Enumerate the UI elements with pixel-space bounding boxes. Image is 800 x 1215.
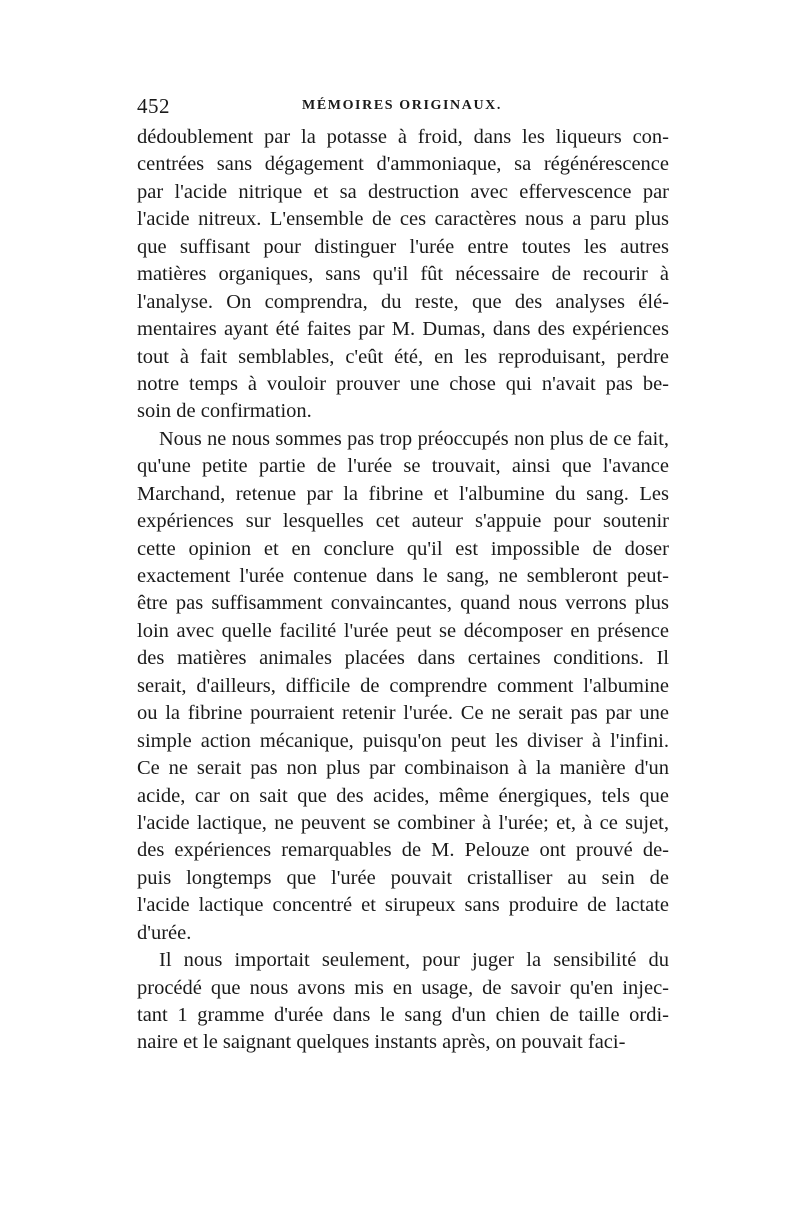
text-line: tant 1 gramme d'urée dans le sang d'un chien de taille ordi- bbox=[137, 1004, 669, 1026]
text-line: expériences sur lesquelles cet auteur s'appuie pour soutenir bbox=[137, 510, 669, 533]
text-line: tout à fait semblables, c'eût été, en les reproduisant, perdre bbox=[137, 345, 669, 368]
text-line: qu'une petite partie de l'urée se trouvait, ainsi que l'avance bbox=[137, 455, 669, 478]
paragraph-1 bbox=[137, 124, 669, 426]
text-line: puis longtemps que l'urée pouvait cristalliser au sein de bbox=[137, 866, 669, 889]
running-head: MÉMOIRES ORIGINAUX. bbox=[302, 98, 502, 113]
text-line: dédoublement par la potasse à froid, dans les liqueurs con- bbox=[137, 126, 669, 148]
text-line: l'analyse. On comprendra, du reste, que des analyses élé- bbox=[137, 290, 669, 313]
text-line: loin avec quelle facilité l'urée peut se décomposer en présence bbox=[137, 619, 669, 642]
text-line: centrées sans dégagement d'ammoniaque, sa régénérescence bbox=[137, 153, 669, 176]
text-line: Nous ne nous sommes pas trop préoccupés non plus de ce fait, bbox=[159, 427, 669, 450]
text-line: serait, d'ailleurs, difficile de comprendre comment l'albumine bbox=[137, 674, 669, 697]
text-line: naire et le saignant quelques instants après, on pouvait faci- bbox=[137, 1031, 626, 1054]
text-line: exactement l'urée contenue dans le sang, ne sembleront peut- bbox=[137, 565, 669, 587]
page-number: 452 bbox=[137, 94, 170, 118]
text-line: procédé que nous avons mis en usage, de savoir qu'en injec- bbox=[137, 976, 669, 999]
text-line: notre temps à vouloir prouver une chose qui n'avait pas be- bbox=[137, 372, 669, 395]
text-line: être pas suffisamment convaincantes, quand nous verrons plus bbox=[137, 592, 669, 615]
text-line: par l'acide nitrique et sa destruction avec effervescence par bbox=[137, 180, 669, 203]
paragraph-2 bbox=[137, 426, 669, 947]
text-line: ou la fibrine pourraient retenir l'urée. Ce ne serait pas par une bbox=[137, 702, 669, 725]
text-line: l'acide lactique concentré et sirupeux sans produire de lactate bbox=[137, 894, 669, 917]
text-line: des matières animales placées dans certaines conditions. Il bbox=[137, 647, 669, 670]
text-line: acide, car on sait que des acides, même énergiques, tels que bbox=[137, 784, 669, 807]
text-line: Il nous importait seulement, pour juger la sensibilité du bbox=[159, 949, 669, 972]
text-line: Marchand, retenue par la fibrine et l'albumine du sang. Les bbox=[137, 482, 669, 505]
text-line: Ce ne serait pas non plus par combinaison à la manière d'un bbox=[137, 757, 669, 780]
text-line: cette opinion et en conclure qu'il est impossible de doser bbox=[137, 537, 669, 560]
body-text bbox=[137, 124, 669, 1057]
text-line: l'acide nitreux. L'ensemble de ces caractères nous a paru plus bbox=[137, 208, 669, 231]
page-header bbox=[137, 94, 669, 124]
text-line: l'acide lactique, ne peuvent se combiner à l'urée; et, à ce sujet, bbox=[137, 811, 669, 834]
text-line: mentaires ayant été faites par M. Dumas, dans des expériences bbox=[137, 318, 669, 341]
text-line: matières organiques, sans qu'il fût nécessaire de recourir à bbox=[137, 263, 669, 286]
text-line: d'urée. bbox=[137, 921, 192, 944]
text-line: simple action mécanique, puisqu'on peut les diviser à l'infini. bbox=[137, 729, 669, 752]
text-line: que suffisant pour distinguer l'urée entre toutes les autres bbox=[137, 235, 669, 258]
text-line: des expériences remarquables de M. Pelouze ont prouvé de- bbox=[137, 839, 669, 862]
text-line: soin de confirmation. bbox=[137, 400, 312, 423]
paragraph-3 bbox=[137, 947, 669, 1057]
